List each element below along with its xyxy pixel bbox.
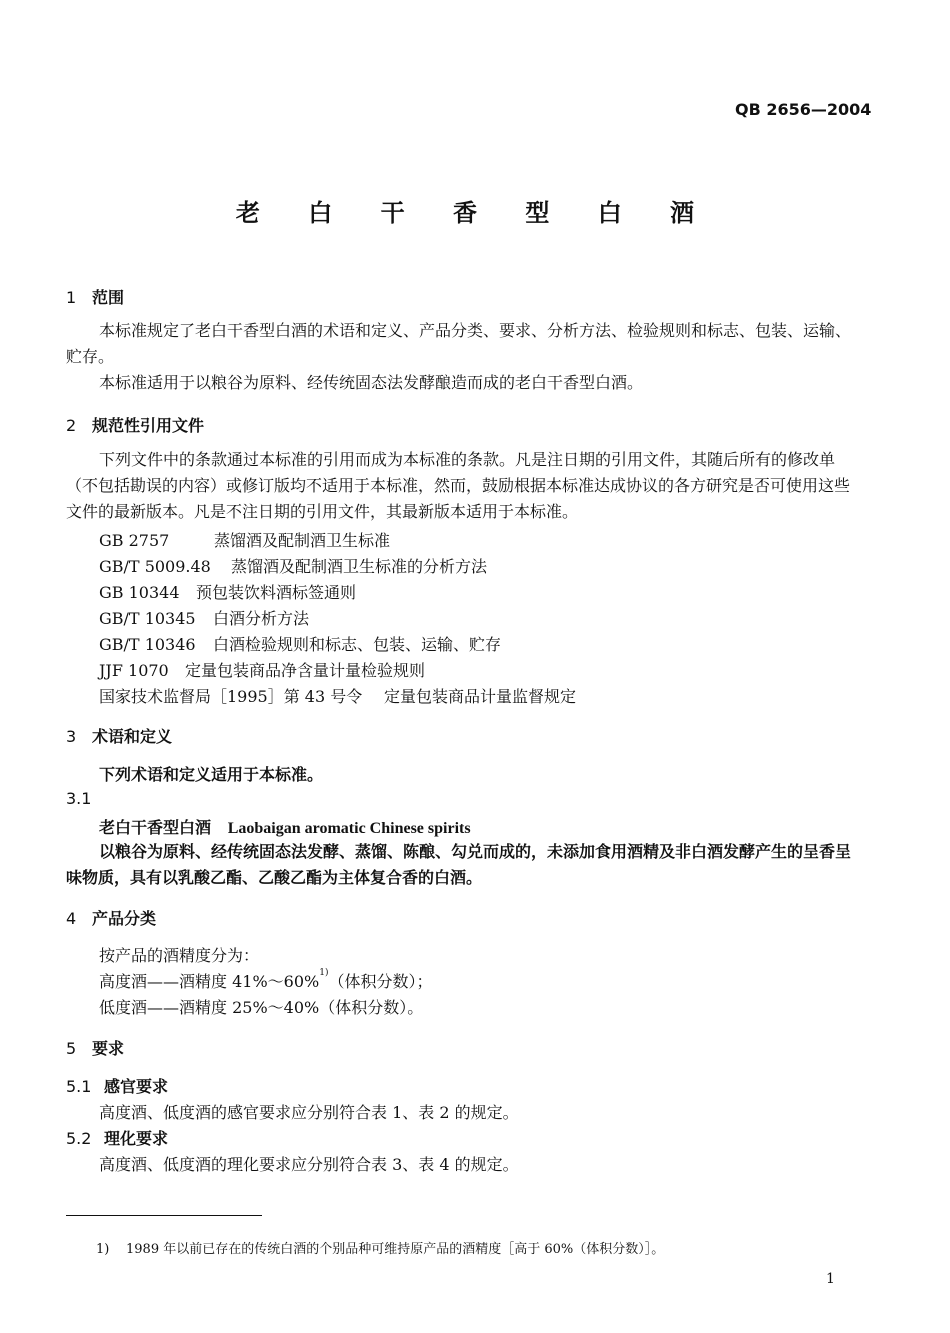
reference-item: [99, 684, 576, 707]
reference-item: [99, 554, 487, 577]
reference-title: 白酒检验规则和标志、包装、运输、贮存: [213, 635, 502, 654]
section-5-heading: [66, 1036, 124, 1059]
section-5-1-number: 5.1: [66, 1077, 92, 1096]
reference-title: 蒸馏酒及配制酒卫生标准: [214, 531, 391, 550]
document-title: 老 白 干 香 型 白 酒: [235, 199, 715, 227]
section-1-paragraph-1: 本标准规定了老白干香型白酒的术语和定义、产品分类、要求、分析方法、检验规则和标志、包装、运输、贮存。: [66, 321, 852, 366]
reference-item: [99, 658, 425, 681]
reference-item: [99, 580, 356, 603]
reference-item: [99, 528, 390, 551]
footnote-divider: [66, 1215, 262, 1216]
classification-intro: 按产品的酒精度分为：: [99, 946, 260, 965]
reference-id: GB/T 10346: [99, 635, 196, 654]
section-4-number: 4: [66, 909, 77, 928]
reference-title: 定量包装商品计量监督规定: [384, 687, 577, 706]
high-degree-unit: （体积分数）；: [328, 972, 433, 991]
footnote-reference: 1): [319, 968, 329, 978]
reference-id: GB 10344: [99, 583, 180, 602]
page-number: 1: [826, 1271, 835, 1287]
reference-id: GB/T 10345: [99, 609, 196, 628]
section-5-title: 要求: [92, 1039, 125, 1058]
term-definition: 以粮谷为原料、经传统固态法发酵、蒸馏、陈酿、勾兑而成的，未添加食用酒精及非白酒发酵产生的呈香呈味物质，具有以乳酸乙酯、乙酸乙酯为主体复合香的白酒。: [66, 842, 852, 887]
section-2-number: 2: [66, 416, 77, 435]
reference-id: GB 2757: [99, 531, 170, 550]
footnote-mark: 1): [96, 1242, 110, 1257]
section-2-intro: 下列文件中的条款通过本标准的引用而成为本标准的条款。凡是注日期的引用文件，其随后所有的修改单（不包括勘误的内容）或修订版均不适用于本标准，然而，鼓励根据本标准达成协议的各方研究是否可使用这些文件的最新版本。凡是不注日期的引用文件，其最新版本适用于本标准。: [66, 450, 851, 521]
term-english: Laobaigan aromatic Chinese spirits: [227, 820, 471, 837]
section-5-2-number: 5.2: [66, 1129, 92, 1148]
section-5-1-text: 高度酒、低度酒的感官要求应分别符合表 1、表 2 的规定。: [99, 1103, 519, 1122]
reference-title: 白酒分析方法: [213, 609, 310, 628]
section-1-heading: [66, 285, 124, 308]
section-2-title: 规范性引用文件: [92, 416, 205, 435]
section-5-2-text: 高度酒、低度酒的理化要求应分别符合表 3、表 4 的规定。: [99, 1155, 519, 1174]
reference-title: 预包装饮料酒标签通则: [196, 583, 357, 602]
reference-item: [99, 632, 501, 655]
reference-id: 国家技术监督局［1995］第 43 号令: [99, 687, 363, 706]
section-3-1-number: 3.1: [66, 789, 92, 808]
high-degree-text: 高度酒——酒精度 41%～60%: [99, 972, 320, 991]
term-chinese: 老白干香型白酒: [99, 818, 212, 837]
footnote: [96, 1238, 664, 1257]
standard-code: QB 2656—2004: [735, 100, 872, 119]
classification-low: 低度酒——酒精度 25%～40%（体积分数）。: [99, 998, 424, 1017]
section-1-paragraph-2: 本标准适用于以粮谷为原料、经传统固态法发酵酿造而成的老白干香型白酒。: [99, 373, 644, 392]
section-5-number: 5: [66, 1039, 77, 1058]
section-3-number: 3: [66, 727, 77, 746]
reference-id: GB/T 5009.48: [99, 557, 211, 576]
classification-high: [99, 969, 432, 992]
reference-item: [99, 606, 309, 629]
term-heading: [99, 815, 471, 838]
section-5-2-title: 理化要求: [104, 1129, 169, 1148]
footnote-text: 1989 年以前已存在的传统白酒的个别品种可维持原产品的酒精度［高于 60%（体积分数）］。: [126, 1242, 665, 1257]
reference-id: JJF 1070: [99, 661, 169, 680]
section-2-heading: [66, 413, 204, 436]
section-4-heading: [66, 906, 156, 929]
section-5-2-heading: [66, 1126, 168, 1149]
section-5-1-heading: [66, 1074, 168, 1097]
section-1-number: 1: [66, 288, 77, 307]
reference-title: 定量包装商品净含量计量检验规则: [185, 661, 426, 680]
section-3-heading: [66, 724, 172, 747]
section-3-title: 术语和定义: [92, 727, 173, 746]
section-5-1-title: 感官要求: [104, 1077, 169, 1096]
section-1-title: 范围: [92, 288, 125, 307]
section-3-intro: 下列术语和定义适用于本标准。: [99, 765, 324, 784]
section-4-title: 产品分类: [92, 909, 157, 928]
reference-title: 蒸馏酒及配制酒卫生标准的分析方法: [231, 557, 488, 576]
